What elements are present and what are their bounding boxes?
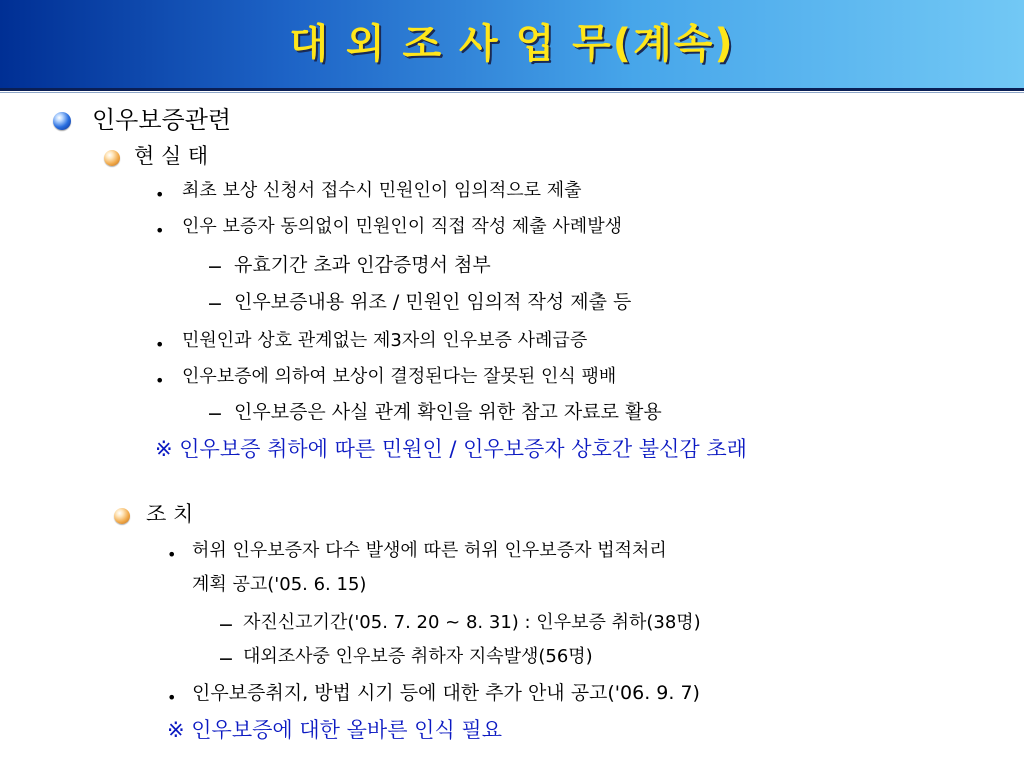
slide-title: 대 외 조 사 업 무(계속) [289, 21, 735, 67]
title-divider [0, 88, 1024, 91]
section-heading: 인우보증관련 [92, 106, 232, 134]
status-sub-item: 인우보증내용 위조 / 민원인 임의적 작성 제출 등 [234, 291, 632, 313]
measures-sub-item: 대외조사중 인우보증 취하자 지속발생(56명) [243, 646, 593, 667]
measures-sub-item: 자진신고기간('05. 7. 20 ~ 8. 31) : 인우보증 취하(38명) [243, 612, 701, 633]
status-heading: 현 실 태 [134, 144, 209, 168]
dash-icon: − [218, 648, 234, 670]
bullet-icon: • [155, 221, 165, 240]
status-item: 인우보증에 의하여 보상이 결정된다는 잘못된 인식 팽배 [182, 366, 617, 387]
bullet-icon: • [167, 545, 177, 564]
bullet-icon: • [155, 335, 165, 354]
status-sub-item: 유효기간 초과 인감증명서 첨부 [234, 254, 491, 276]
measures-item: 허위 인우보증자 다수 발생에 따른 허위 인우보증자 법적처리 [192, 540, 667, 561]
bullet-icon: • [155, 371, 165, 390]
bullet-icon: • [167, 688, 177, 707]
dash-icon: − [207, 293, 223, 315]
status-sub-item: 인우보증은 사실 관계 확인을 위한 참고 자료로 활용 [234, 401, 662, 423]
bullet-icon: • [155, 185, 165, 204]
measures-heading: 조 치 [146, 502, 194, 526]
dash-icon: − [218, 614, 234, 636]
status-note: ※ 인우보증 취하에 따른 민원인 / 인우보증자 상호간 불신감 초래 [155, 437, 747, 461]
status-item: 민원인과 상호 관계없는 제3자의 인우보증 사례급증 [182, 330, 588, 351]
dash-icon: − [207, 403, 223, 425]
orange-ball-bullet-icon [104, 150, 120, 166]
measures-item: 인우보증취지, 방법 시기 등에 대한 추가 안내 공고('06. 9. 7) [192, 682, 700, 704]
measures-note: ※ 인우보증에 대한 올바른 인식 필요 [167, 718, 502, 742]
blue-ball-bullet-icon [53, 112, 71, 130]
dash-icon: − [207, 256, 223, 278]
title-divider-thin [0, 92, 1024, 93]
status-item: 최초 보상 신청서 접수시 민원인이 임의적으로 제출 [182, 180, 582, 201]
orange-ball-bullet-icon [114, 508, 130, 524]
measures-item-continuation: 계획 공고('05. 6. 15) [192, 574, 367, 595]
status-item: 인우 보증자 동의없이 민원인이 직접 작성 제출 사례발생 [182, 216, 622, 237]
title-bar [0, 0, 1024, 88]
